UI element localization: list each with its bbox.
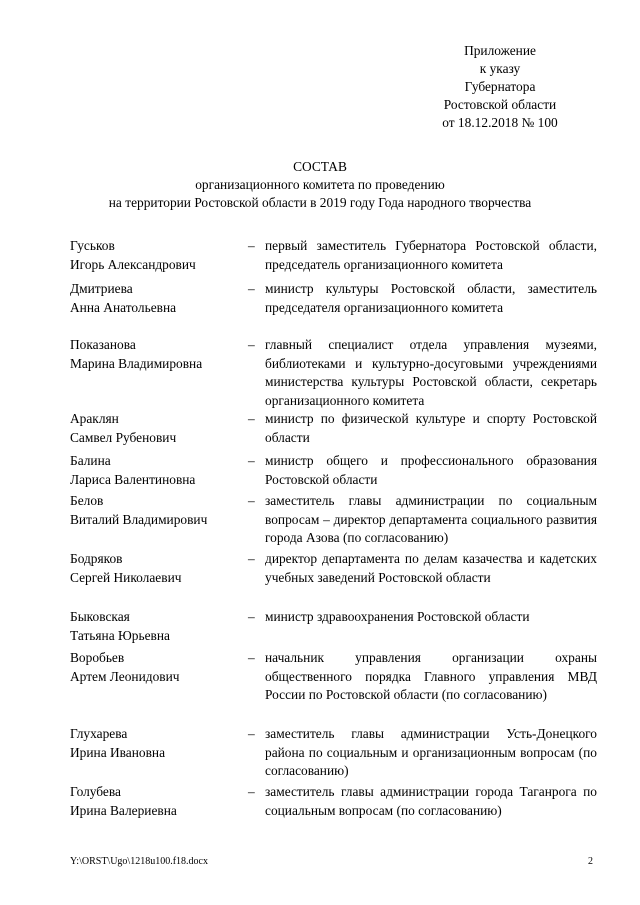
title-line-3: на территории Ростовской области в 2019 году Года народного творчества <box>108 195 532 210</box>
appendix-line-3: Губернатора <box>464 79 536 94</box>
member-dash: – <box>248 281 255 296</box>
member-given-names: Ирина Валериевна <box>70 802 177 818</box>
member-dash: – <box>248 493 255 508</box>
member-given-names: Самвел Рубенович <box>70 429 177 445</box>
member-given-names: Татьяна Юрьевна <box>70 627 170 643</box>
member-role: заместитель главы администрации Усть-Донецкого района по социальным и организационным вопросам (по согласованию) <box>265 726 597 779</box>
member-role: главный специалист отдела управления музеями, библиотеками и культурно-досуговыми учреждениями министерства культуры Ростовской области, секретарь организационного комитета <box>265 337 597 408</box>
member-role: директор департамента по делам казачества и кадетских учебных заведений Ростовской области <box>265 551 597 585</box>
member-name <box>70 550 250 587</box>
member-name <box>70 649 250 686</box>
member-given-names: Артем Леонидович <box>70 668 180 684</box>
member-surname: Голубева <box>70 784 121 799</box>
member-surname: Гуськов <box>70 238 115 253</box>
appendix-header <box>430 42 570 132</box>
member-given-names: Марина Владимировна <box>70 355 203 371</box>
member-dash: – <box>248 784 255 799</box>
member-dash: – <box>248 337 255 352</box>
member-surname: Араклян <box>70 411 119 426</box>
member-name <box>70 452 250 489</box>
title-line-1: СОСТАВ <box>293 159 347 174</box>
member-role: первый заместитель Губернатора Ростовской области, председатель организационного комитета <box>265 238 597 272</box>
member-given-names: Анна Анатольевна <box>70 299 177 315</box>
member-surname: Бодряков <box>70 551 123 566</box>
member-role: министр по физической культуре и спорту Ростовской области <box>265 411 597 445</box>
member-role: заместитель главы администрации города Таганрога по социальным вопросам (по согласованию) <box>265 784 597 818</box>
document-title <box>60 158 580 212</box>
member-name <box>70 336 250 373</box>
member-dash: – <box>248 609 255 624</box>
footer-file-path: Y:\ORST\Ugo\1218u100.f18.docx <box>70 856 208 867</box>
appendix-line-2: к указу <box>479 61 521 76</box>
member-surname: Воробьев <box>70 650 125 665</box>
member-dash: – <box>248 726 255 741</box>
member-name <box>70 783 250 820</box>
member-surname: Белов <box>70 493 104 508</box>
member-name <box>70 725 250 762</box>
member-role: заместитель главы администрации по социальным вопросам – директор департамента социального развития города Азова (по согласованию) <box>265 493 597 546</box>
member-dash: – <box>248 411 255 426</box>
member-role: министр здравоохранения Ростовской области <box>265 609 530 624</box>
member-role: начальник управления организации охраны общественного порядка Главного управления МВД России по Ростовской области (по согласованию) <box>265 650 597 703</box>
member-surname: Дмитриева <box>70 281 133 296</box>
member-dash: – <box>248 650 255 665</box>
member-given-names: Игорь Александрович <box>70 256 196 272</box>
footer-page-number: 2 <box>588 856 593 867</box>
appendix-line-5: от 18.12.2018 № 100 <box>442 115 558 130</box>
member-dash: – <box>248 551 255 566</box>
member-name <box>70 410 250 447</box>
member-given-names: Лариса Валентиновна <box>70 471 196 487</box>
member-name <box>70 492 250 529</box>
member-given-names: Сергей Николаевич <box>70 569 182 585</box>
member-surname: Балина <box>70 453 111 468</box>
member-name <box>70 280 250 317</box>
appendix-line-4: Ростовской области <box>443 97 557 112</box>
member-dash: – <box>248 453 255 468</box>
member-surname: Показанова <box>70 337 136 352</box>
member-given-names: Ирина Ивановна <box>70 744 166 760</box>
member-name <box>70 237 250 274</box>
member-dash: – <box>248 238 255 253</box>
member-role: министр культуры Ростовской области, заместитель председателя организационного комитета <box>265 281 597 315</box>
member-surname: Быковская <box>70 609 130 624</box>
appendix-line-1: Приложение <box>464 43 536 58</box>
title-line-2: организационного комитета по проведению <box>195 177 445 192</box>
member-surname: Глухарева <box>70 726 128 741</box>
member-name <box>70 608 250 645</box>
member-role: министр общего и профессионального образования Ростовской области <box>265 453 597 487</box>
member-given-names: Виталий Владимирович <box>70 511 208 527</box>
